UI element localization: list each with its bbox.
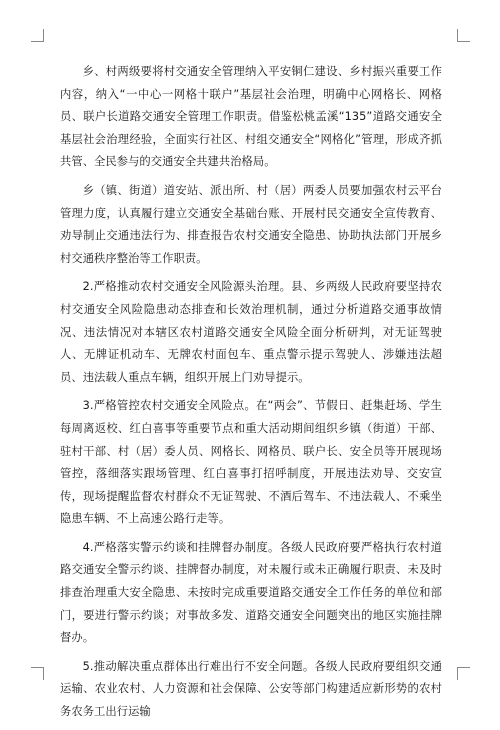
paragraph: 5.推动解决重点群体出行难出行不安全问题。各级人民政府要组织交通运输、农业农村、人力资源和社会保障、公安等部门构建适应新形势的农村务农务工出行运输 [60,659,442,719]
crop-mark-top-left [31,29,44,42]
paragraph: 2.严格推动农村交通安全风险源头治理。县、乡两级人民政府要坚持农村交通安全风险隐患动态排查和长效治理机制，通过分析道路交通事故情况、违法情况对本辖区农村道路交通安全风险全面分析研判，对无证驾驶人、无牌证机动车、无牌农村面包车、重点警示提示驾驶人、涉嫌违法超员、违法载人重点车辆，组织开展上门劝导提示。 [60,280,442,384]
paragraph: 3.严格管控农村交通安全风险点。在“两会”、节假日、赶集赶场、学生每周离返校、红白喜事等重要节点和重大活动期间组织乡镇（街道）干部、驻村干部、村（居）委人员、网格长、网格员、联户长、安全员等开展现场管控，落细落实跟场管理、红白喜事打招呼制度，开展违法劝导、交安宣传，现场提醒监督农村群众不无证驾驶、不酒后驾车、不违法载人、不乘坐隐患车辆、不上高速公路行走等。 [60,399,442,526]
crop-mark-bottom-right [457,667,470,680]
document-body [60,61,442,730]
crop-mark-top-right [457,29,470,42]
crop-mark-bottom-left [31,667,44,680]
paragraph: 乡、村两级要将村交通安全管理纳入平安铜仁建设、乡村振兴重要工作内容，纳入“一中心一网格十联户”基层社会治理，明确中心网格长、网格员、联户长道路交通安全管理工作职责。借鉴松桃孟溪“135”道路交通安全基层社会治理经验，全面实行社区、村组交通安全“网格化”管理，形成齐抓共管、全民参与的交通安全共建共治格局。 [60,65,442,169]
paragraph: 乡（镇、街道）道安站、派出所、村（居）两委人员要加强农村云平台管理力度，认真履行建立交通安全基础台账、开展村民交通安全宣传教育、劝导制止交通违法行为、排查报告农村交通安全隐患、协助执法部门开展乡村交通秩序整治等工作职责。 [60,183,442,265]
paragraph: 4.严格落实警示约谈和挂牌督办制度。各级人民政府要严格执行农村道路交通安全警示约谈、挂牌督办制度，对未履行或未正确履行职责、未及时排查治理重大安全隐患、未按时完成重要道路交通安全工作任务的单位和部门，要进行警示约谈；对事故多发、道路交通安全问题突出的地区实施挂牌督办。 [60,540,442,645]
